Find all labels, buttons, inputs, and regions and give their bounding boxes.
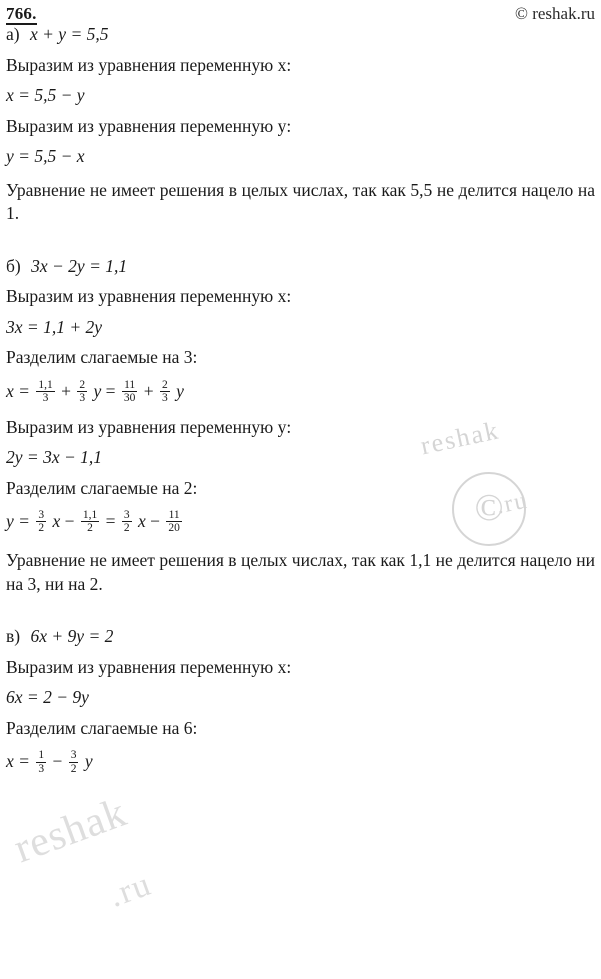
solution-body bbox=[0, 26, 601, 776]
part-b-equation-line bbox=[6, 255, 595, 276]
plus-sign: + bbox=[61, 380, 71, 401]
variable-y: y bbox=[84, 751, 93, 772]
fraction-denominator: 20 bbox=[168, 522, 180, 535]
fraction-denominator: 2 bbox=[70, 762, 77, 775]
fraction-11-over-30 bbox=[122, 379, 138, 405]
watermark-text-suffix: .ru bbox=[494, 487, 531, 520]
copyright-notice: © reshak.ru bbox=[515, 4, 595, 23]
part-b-frac2-prefix: y = bbox=[6, 510, 30, 531]
fraction-numerator: 11 bbox=[166, 509, 182, 522]
part-v-divide-text: Разделим слагаемые на 6: bbox=[6, 717, 198, 738]
fraction-denominator: 2 bbox=[123, 522, 130, 535]
part-b-step2-result: 2y = 3x − 1,1 bbox=[6, 447, 103, 468]
fraction-denominator: 3 bbox=[38, 762, 45, 775]
fraction-numerator: 3 bbox=[123, 509, 130, 522]
part-a-equation: x + y = 5,5 bbox=[29, 24, 109, 44]
fraction-numerator: 2 bbox=[161, 378, 168, 391]
variable-y-2: y bbox=[176, 380, 184, 401]
part-b-conclusion: Уравнение не имеет решения в целых числах, так как 1,1 не делится нацело ни на 3, ни на 2. bbox=[6, 549, 595, 594]
part-v-step1-result: 6x = 2 − 9y bbox=[6, 687, 89, 708]
fraction-2-over-3-b bbox=[160, 379, 170, 405]
plus-sign-2: + bbox=[143, 380, 154, 401]
fraction-numerator: 1,1 bbox=[82, 509, 98, 522]
part-v-frac-prefix: x = bbox=[6, 751, 30, 772]
minus-sign: − bbox=[52, 751, 63, 772]
part-a-equation-line bbox=[6, 26, 595, 44]
part-b-equation: 3x − 2y = 1,1 bbox=[31, 255, 128, 276]
fraction-3-over-2-v bbox=[69, 749, 79, 775]
part-b-step1-text: Выразим из уравнения переменную x: bbox=[6, 286, 292, 307]
fraction-denominator: 30 bbox=[123, 392, 136, 405]
task-number-text: 766. bbox=[6, 4, 37, 23]
part-a-step1-result: x = 5,5 − y bbox=[6, 85, 85, 105]
part-a-label: а) bbox=[6, 24, 20, 44]
part-b-divide-text: Разделим слагаемые на 3: bbox=[6, 347, 198, 368]
fraction-3-over-2 bbox=[36, 509, 46, 535]
watermark-text-lower-suffix: .ru bbox=[104, 865, 157, 915]
fraction-11-over-20 bbox=[166, 509, 182, 535]
fraction-numerator: 3 bbox=[38, 509, 45, 522]
variable-x: x bbox=[52, 510, 61, 531]
fraction-numerator: 3 bbox=[70, 749, 77, 762]
fraction-numerator: 1 bbox=[38, 749, 45, 762]
fraction-denominator: 3 bbox=[161, 392, 168, 405]
fraction-numerator: 1,1 bbox=[38, 378, 53, 391]
fraction-denominator: 2 bbox=[38, 522, 45, 535]
fraction-1-1-over-2 bbox=[81, 509, 99, 535]
minus-sign: − bbox=[64, 510, 75, 531]
fraction-1-over-3 bbox=[36, 749, 46, 775]
equals-sign-2: = bbox=[105, 510, 116, 531]
part-v-fraction-line-x bbox=[6, 750, 595, 776]
page-header bbox=[0, 0, 601, 26]
part-b-divide-text-2: Разделим слагаемые на 2: bbox=[6, 477, 198, 498]
part-v-step1-text: Выразим из уравнения переменную x: bbox=[6, 656, 292, 677]
part-b-frac-prefix: x = bbox=[6, 380, 30, 401]
spacer-2 bbox=[6, 606, 595, 628]
watermark-copyright-symbol: © bbox=[474, 487, 504, 530]
watermark-text: reshak bbox=[418, 415, 503, 461]
fraction-denominator: 3 bbox=[79, 392, 86, 405]
part-b-step1-result: 3x = 1,1 + 2y bbox=[6, 316, 103, 337]
part-b-step2-text: Выразим из уравнения переменную y: bbox=[6, 416, 292, 437]
fraction-2-over-3 bbox=[77, 379, 87, 405]
fraction-1-1-over-3 bbox=[36, 379, 54, 405]
fraction-numerator: 2 bbox=[79, 378, 86, 391]
variable-x-2: x bbox=[137, 510, 146, 531]
part-b-fraction-line-x bbox=[6, 380, 595, 406]
part-b-label: б) bbox=[6, 255, 21, 276]
part-v-label: в) bbox=[6, 626, 21, 647]
part-a-step2-text: Выразим из уравнения переменную y: bbox=[6, 115, 292, 136]
fraction-3-over-2-b bbox=[122, 509, 132, 535]
fraction-denominator: 3 bbox=[42, 392, 49, 405]
minus-sign-2: − bbox=[150, 510, 161, 531]
part-b-fraction-line-y bbox=[6, 510, 595, 536]
part-a-conclusion: Уравнение не имеет решения в целых числах, так как 5,5 не делится нацело на 1. bbox=[6, 179, 595, 224]
fraction-denominator: 2 bbox=[87, 522, 93, 535]
fraction-numerator: 11 bbox=[122, 379, 138, 392]
equals-sign: = bbox=[105, 380, 116, 401]
part-a-step1-text: Выразим из уравнения переменную x: bbox=[6, 54, 292, 75]
spacer bbox=[6, 236, 595, 258]
part-v-equation: 6x + 9y = 2 bbox=[30, 626, 114, 647]
part-a-step2-result: y = 5,5 − x bbox=[6, 146, 85, 166]
task-number bbox=[6, 4, 37, 25]
watermark-text-lower: reshak bbox=[8, 789, 133, 873]
variable-y: y bbox=[93, 380, 102, 401]
part-v-equation-line bbox=[6, 628, 595, 646]
